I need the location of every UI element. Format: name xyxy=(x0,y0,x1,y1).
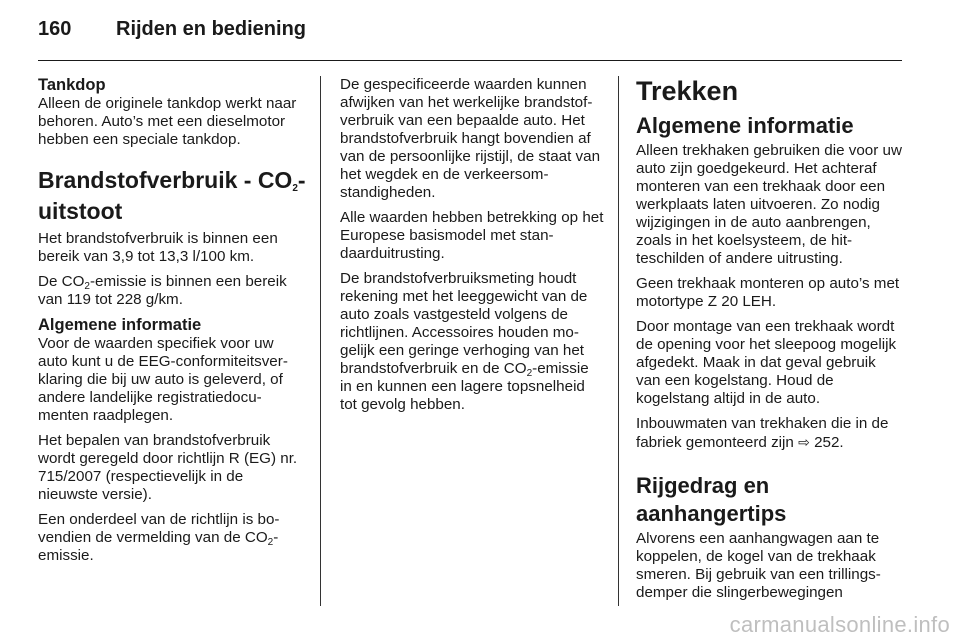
header-rule xyxy=(38,60,902,61)
page-number: 160 xyxy=(38,18,72,40)
tankdop-paragraph: Alleen de originele tankdop werkt naar behoren. Auto’s met een dieselmotor hebben een speciale tankdop. xyxy=(38,95,297,148)
general-info-paragraph-3: Een onderdeel van de richtlijn is bovendien de vermelding van de $CO_2$-emissie. xyxy=(38,511,280,564)
page-reference-arrow-icon: ⇨ xyxy=(798,434,810,450)
general-info-paragraph-2: Het bepalen van brandstofverbruik wordt geregeld door richtlijn R (EG) nr. 715/2007 (respectievelijk in de nieuwste versie). xyxy=(38,432,298,503)
fuel-consumption-heading: Brandstofverbruik - $CO_2$-uitstoot xyxy=(38,167,306,224)
towing-paragraph-4: Inbouwmaten van trekhaken die in de fabriek gemonteerd zijn ⇨ 252. xyxy=(636,415,889,451)
chapter-title: Rijden en bediening xyxy=(116,18,307,40)
column-divider-2 xyxy=(618,76,619,606)
measurement-paragraph: De brandstofverbruiksmeting houdt rekening met het leeggewicht van de auto zoals vastgesteld volgens de richtlijnen. Accessoires houden mogelijk een geringe verhoging van het brandstofverbruik en de $CO_2$-emissie in en kunnen een lagere topsnelheid tot gevolg hebben. xyxy=(340,270,589,413)
column-3 xyxy=(636,76,904,609)
deviation-paragraph: De gespecificeerde waarden kunnen afwijken van het werkelijke brandstofverbruik van een bepaalde auto. Het brandstofverbruik hangt bovendien af van de persoonlijke rijstijl, de staat van het wegdek en de verkeersomstandigheden. xyxy=(340,76,601,201)
towing-paragraph-3: Door montage van een trekhaak wordt de opening voor het sleepoog mogelijk afgedekt. Maak in dat geval gebruik van een kogelstang. Houd de kogelstang altijd in de auto. xyxy=(636,318,897,407)
general-info-heading: Algemene informatie xyxy=(38,316,202,334)
column-divider-1 xyxy=(320,76,321,606)
fuel-range-paragraph: Het brandstofverbruik is binnen een bereik van 3,9 tot 13,3 l/100 km. xyxy=(38,230,278,265)
base-model-paragraph: Alle waarden hebben betrekking op het Europese basismodel met standaarduitrusting. xyxy=(340,209,604,262)
watermark: carmanualsonline.info xyxy=(729,612,950,637)
towing-heading: Trekken xyxy=(636,76,739,106)
towing-paragraph-2: Geen trekhaak monteren op auto’s met motortype Z 20 LEH. xyxy=(636,275,900,310)
towing-paragraph-1: Alleen trekhaken gebruiken die voor uw auto zijn goedgekeurd. Het achteraf monteren van een trekhaak door een werkplaats laten uitvoeren. Zo nodig wijzigingen in de auto aanbrengen, zoals in het koelsysteem, de hitteschilden of andere uitrusting. xyxy=(636,142,902,267)
page-reference-link[interactable]: 252. xyxy=(814,434,844,451)
column-1 xyxy=(38,76,306,572)
driving-tips-heading: Rijgedrag en aanhangertips xyxy=(636,473,787,526)
page-header xyxy=(38,18,306,48)
driving-tips-paragraph: Alvorens een aanhangwagen aan te koppelen, de kogel van de trekhaak smeren. Bij gebruik van een trillingsdemper die slingerbewegingen xyxy=(636,530,881,601)
tankdop-heading: Tankdop xyxy=(38,76,106,94)
towing-general-heading: Algemene informatie xyxy=(636,113,854,138)
general-info-paragraph-1: Voor de waarden specifiek voor uw auto kunt u de EEG-conformiteitsverklaring die bij uw auto is geleverd, of andere landelijke registratiedocumenten raadplegen. xyxy=(38,335,288,424)
column-2 xyxy=(340,76,604,421)
co2-range-paragraph: De $CO_2$-emissie is binnen een bereik van 119 tot 228 g/km. xyxy=(38,273,287,308)
